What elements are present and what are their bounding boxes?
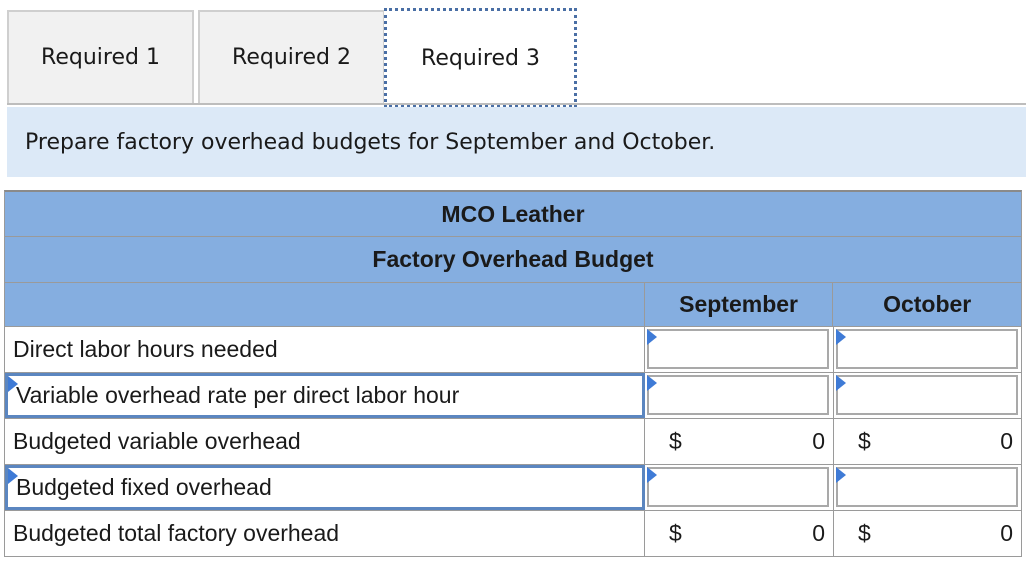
input-marker-icon (647, 467, 657, 483)
amount: 0 (812, 520, 825, 546)
amount: 0 (812, 428, 825, 454)
table-row (4, 419, 1022, 465)
company-name: MCO Leather (4, 190, 1022, 236)
september-direct-labor-hours-input[interactable] (647, 329, 829, 369)
row-label (5, 511, 645, 556)
row-label-text: Budgeted fixed overhead (16, 474, 272, 500)
input-marker-icon (647, 329, 657, 345)
tab-required-3[interactable]: Required 3 (384, 8, 577, 108)
row-label[interactable] (5, 373, 645, 418)
factory-overhead-budget-table (4, 190, 1022, 557)
input-marker-icon (647, 375, 657, 391)
column-header-row (4, 282, 1022, 327)
row-label-text: Variable overhead rate per direct labor hour (16, 382, 460, 408)
september-fixed-overhead-input[interactable] (647, 467, 829, 507)
october-fixed-overhead-input[interactable] (836, 467, 1018, 507)
amount: 0 (1000, 520, 1013, 546)
input-marker-icon (836, 467, 846, 483)
row-label (5, 419, 645, 464)
column-header-blank (5, 283, 645, 326)
september-variable-rate-cell (645, 373, 833, 418)
september-direct-labor-hours-cell (645, 327, 833, 372)
input-marker-icon (836, 329, 846, 345)
september-variable-overhead-value (645, 419, 833, 464)
tab-bar (7, 8, 1026, 106)
budget-title: Factory Overhead Budget (4, 236, 1022, 282)
october-direct-labor-hours-cell (833, 327, 1021, 372)
september-fixed-overhead-cell (645, 465, 833, 510)
column-header-september: September (679, 291, 798, 317)
row-label-text: Budgeted variable overhead (13, 428, 301, 454)
table-row (4, 327, 1022, 373)
table-row (4, 511, 1022, 557)
tab-required-2[interactable]: Required 2 (198, 10, 385, 103)
row-label-text: Direct labor hours needed (13, 336, 278, 362)
column-header-october: October (832, 283, 1021, 326)
label-marker-icon (8, 468, 18, 484)
tab-required-1[interactable]: Required 1 (7, 10, 194, 103)
amount: 0 (1000, 428, 1013, 454)
table-row (4, 373, 1022, 419)
october-direct-labor-hours-input[interactable] (836, 329, 1018, 369)
row-label[interactable] (5, 465, 645, 510)
currency-symbol: $ (858, 428, 871, 454)
october-variable-rate-cell (833, 373, 1021, 418)
tab-divider (7, 103, 1026, 105)
october-total-overhead-value (833, 511, 1021, 556)
october-fixed-overhead-cell (833, 465, 1021, 510)
table-row (4, 465, 1022, 511)
label-marker-icon (8, 376, 18, 392)
currency-symbol: $ (669, 520, 682, 546)
instruction-text: Prepare factory overhead budgets for September and October. (7, 107, 1026, 177)
row-label (5, 327, 645, 372)
input-marker-icon (836, 375, 846, 391)
currency-symbol: $ (858, 520, 871, 546)
october-variable-overhead-value (833, 419, 1021, 464)
september-total-overhead-value (645, 511, 833, 556)
row-label-text: Budgeted total factory overhead (13, 520, 340, 546)
september-variable-rate-input[interactable] (647, 375, 829, 415)
currency-symbol: $ (669, 428, 682, 454)
october-variable-rate-input[interactable] (836, 375, 1018, 415)
